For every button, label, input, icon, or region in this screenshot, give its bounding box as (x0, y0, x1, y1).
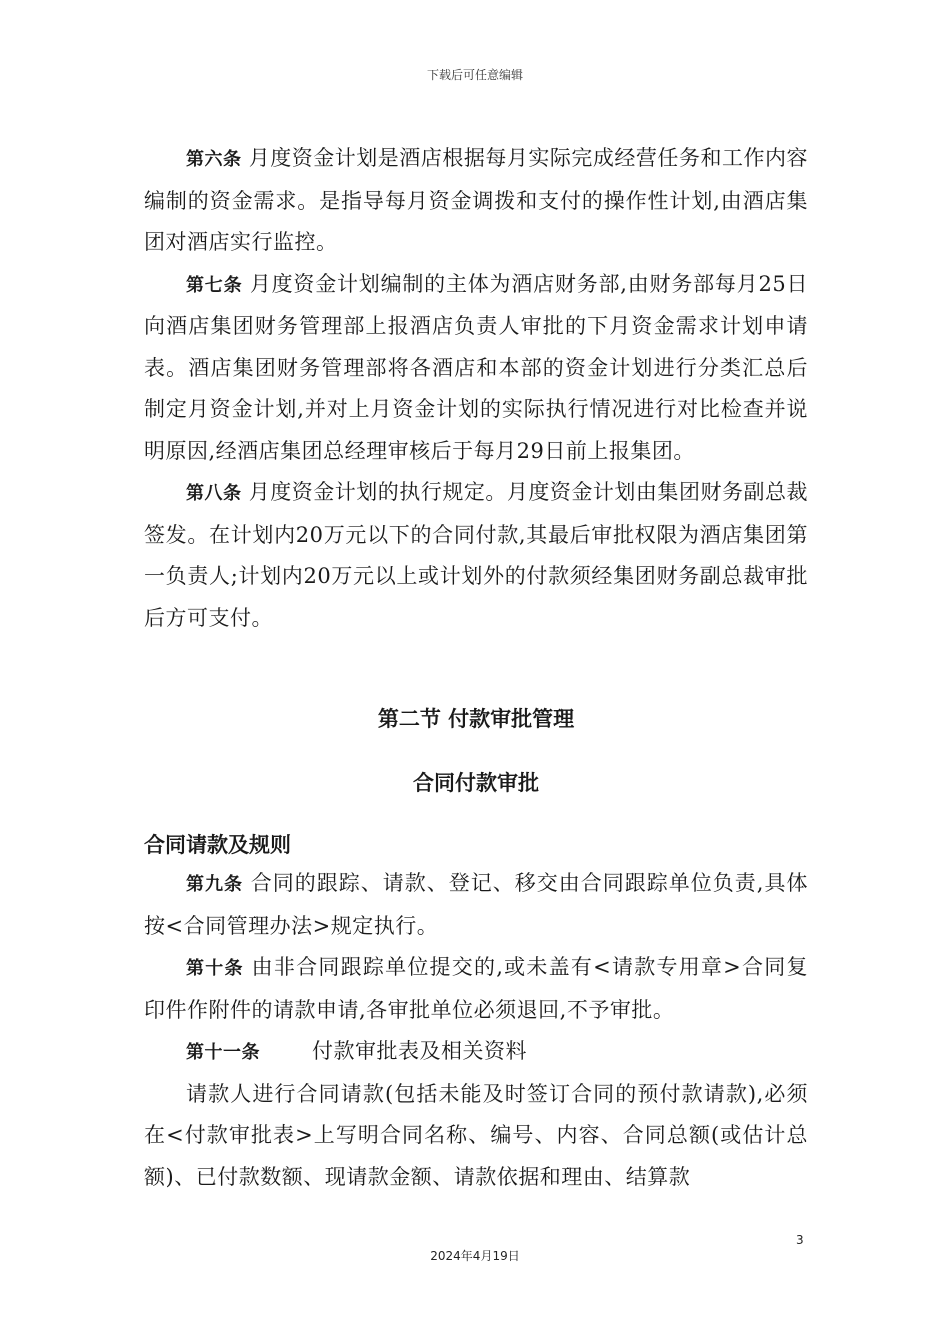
article-8-text: 月度资金计划的执行规定。月度资金计划由集团财务副总裁签发。在计划内20万元以下的合同付款,其最后审批权限为酒店集团第一负责人;计划内20万元以上或计划外的付款须经集团财务副总裁审批后方可支付。 (144, 480, 809, 630)
article-11-label: 第十一条 (186, 1042, 260, 1063)
article-10-label: 第十条 (186, 958, 244, 979)
article-10 (144, 947, 808, 1031)
article-8 (144, 472, 808, 639)
article-6-text: 月度资金计划是酒店根据每月实际完成经营任务和工作内容编制的资金需求。是指导每月资金调拨和支付的操作性计划,由酒店集团对酒店实行监控。 (144, 146, 809, 254)
article-7-text: 月度资金计划编制的主体为酒店财务部,由财务部每月25日向酒店集团财务管理部上报酒店负责人审批的下月资金需求计划申请表。酒店集团财务管理部将各酒店和本部的资金计划进行分类汇总后制定月资金计划,并对上月资金计划的实际执行情况进行对比检查并说明原因,经酒店集团总经理审核后于每月29日前上报集团。 (144, 271, 808, 463)
body-paragraph: 请款人进行合同请款(包括未能及时签订合同的预付款请款),必须在<付款审批表>上写明合同名称、编号、内容、合同总额(或估计总额)、已付款数额、现请款金额、请款依据和理由、结算款 (144, 1081, 808, 1189)
article-9-label: 第九条 (186, 874, 244, 895)
article-11-text: 付款审批表及相关资料 (312, 1039, 527, 1063)
spacer (144, 733, 808, 767)
section-subtitle: 合同付款审批 (413, 771, 539, 795)
article-6 (144, 138, 808, 264)
article-7-label: 第七条 (186, 274, 243, 296)
article-8-label: 第八条 (186, 483, 242, 504)
page-date: 2024年4月19日 (430, 1249, 520, 1263)
article-9-text: 合同的跟踪、请款、登记、移交由合同跟踪单位负责,具体按<合同管理办法>规定执行。 (144, 871, 808, 938)
spacer (144, 797, 808, 829)
page-number: 3 (796, 1233, 804, 1247)
document-body (144, 138, 808, 1198)
article-11 (144, 1031, 808, 1074)
page-header: 下载后可任意编辑 (426, 68, 523, 82)
article-9 (144, 863, 808, 947)
article-10-text: 由非合同跟踪单位提交的,或未盖有<请款专用章>合同复印件作附件的请款申请,各审批单位必须退回,不予审批。 (144, 955, 808, 1022)
section-title: 第二节 付款审批管理 (377, 707, 575, 731)
spacer (144, 639, 808, 703)
article-6-label: 第六条 (186, 149, 242, 170)
subheading: 合同请款及规则 (144, 833, 291, 857)
article-7 (144, 264, 808, 473)
